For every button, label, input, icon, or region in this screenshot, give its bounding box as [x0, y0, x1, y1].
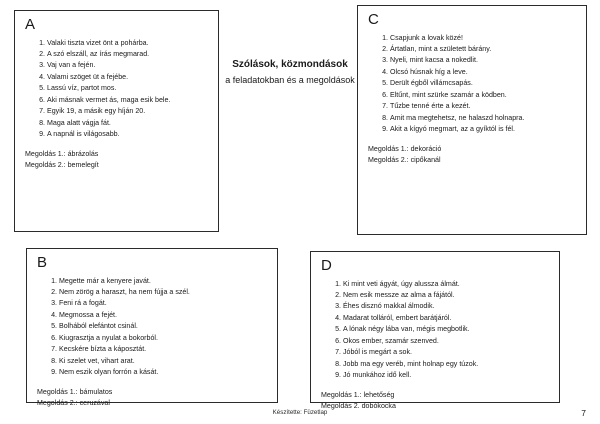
list-item: 6. Kiugrasztja a nyulat a bokorból.: [59, 333, 267, 344]
list-item: 2. Ártatlan, mint a született bárány.: [390, 44, 576, 55]
list-item: 3. Éhes disznó makkal álmodik.: [343, 301, 549, 312]
list-item: 2. Nem zörög a haraszt, ha nem fújja a szél.: [59, 287, 267, 298]
list-item: 3. Feni rá a fogát.: [59, 298, 267, 309]
solutions-a: [25, 149, 208, 171]
list-item: 8. Jobb ma egy veréb, mint holnap egy túzok.: [343, 359, 549, 370]
list-item: 7. Tűzbe tenné érte a kezét.: [390, 101, 576, 112]
list-item: 9. Nem eszik olyan forrón a kását.: [59, 367, 267, 378]
exercise-box-d: [310, 251, 560, 410]
solution-line: Megoldás 2.: cipőkanál: [368, 155, 441, 164]
list-item: 6. Eltűnt, mint szürke szamár a ködben.: [390, 90, 576, 101]
footer-credit: Készítette: Füzetlap: [272, 409, 328, 416]
list-item: 4. Madarat tolláról, embert barátjáról.: [343, 313, 549, 324]
list-item: 3. Nyeli, mint kacsa a nokedlit.: [390, 55, 576, 66]
list-item: 7. Kecskére bízta a káposztát.: [59, 344, 267, 355]
list-item: 4. Megmossa a fejét.: [59, 310, 267, 321]
solutions-c: [368, 144, 576, 166]
list-item: 8. Amit ma megtehetsz, ne halaszd holnapra.: [390, 113, 576, 124]
list-item: 9. A napnál is világosabb.: [47, 129, 208, 140]
list-item: 5. Lassú víz, partot mos.: [47, 83, 208, 94]
list-item: 6. Okos ember, szamár szenved.: [343, 336, 549, 347]
list-item: 4. Olcsó húsnak híg a leve.: [390, 67, 576, 78]
list-item: 5. A lónak négy lába van, mégis megbotlik.: [343, 324, 549, 335]
solution-line: Megoldás 2. dobókocka: [321, 401, 396, 410]
list-item: 5. Derült égből villámcsapás.: [390, 78, 576, 89]
list-item: 9. Akit a kígyó megmart, az a gyíktól is fél.: [390, 124, 576, 135]
box-letter-d: D: [321, 257, 332, 274]
solution-line: Megoldás 1.: bámulatos: [37, 387, 113, 396]
box-letter-a: A: [25, 16, 36, 33]
proverb-list-c: [368, 33, 576, 136]
list-item: 1. Csapjunk a lovak közé!: [390, 33, 576, 44]
solutions-b: [37, 387, 267, 409]
list-item: 1. Ki mint veti ágyát, úgy alussza álmát.: [343, 279, 549, 290]
list-item: 3. Vaj van a fején.: [47, 60, 208, 71]
list-item: 4. Valami szöget üt a fejébe.: [47, 72, 208, 83]
solution-line: Megoldás 2.: bemelegít: [25, 160, 99, 169]
list-item: 5. Bolhából elefántot csinál.: [59, 321, 267, 332]
list-item: 1. Valaki tiszta vizet önt a pohárba.: [47, 38, 208, 49]
solution-line: Megoldás 1.: ábrázolás: [25, 149, 99, 158]
page-title: Szólások, közmondások: [232, 59, 348, 70]
list-item: 2. Nem esik messze az alma a fájától.: [343, 290, 549, 301]
page-subtitle: a feladatokban és a megoldások: [225, 74, 355, 85]
list-item: 1. Megette már a kenyere javát.: [59, 276, 267, 287]
solution-line: Megoldás 1.: dekoráció: [368, 144, 442, 153]
exercise-box-c: [357, 5, 587, 235]
page-number: 7: [581, 408, 586, 418]
exercise-box-a: [14, 10, 219, 232]
proverb-list-a: [25, 38, 208, 141]
box-letter-b: B: [37, 254, 48, 271]
proverb-list-d: [321, 279, 549, 382]
list-item: 8. Ki szelet vet, vihart arat.: [59, 356, 267, 367]
list-item: 2. A szó elszáll, az írás megmarad.: [47, 49, 208, 60]
exercise-box-b: [26, 248, 278, 407]
solution-line: Megoldás 2.: ceruzával: [37, 398, 110, 407]
proverb-list-b: [37, 276, 267, 379]
list-item: 7. Egyik 19, a másik egy híján 20.: [47, 106, 208, 117]
list-item: 9. Jó munkához idő kell.: [343, 370, 549, 381]
list-item: 8. Maga alatt vágja fát.: [47, 118, 208, 129]
solution-line: Megoldás 1.: lehetőség: [321, 390, 395, 399]
box-letter-c: C: [368, 11, 379, 28]
page-title-block: [220, 58, 360, 86]
list-item: 7. Jóból is megárt a sok.: [343, 347, 549, 358]
list-item: 6. Aki másnak vermet ás, maga esik bele.: [47, 95, 208, 106]
